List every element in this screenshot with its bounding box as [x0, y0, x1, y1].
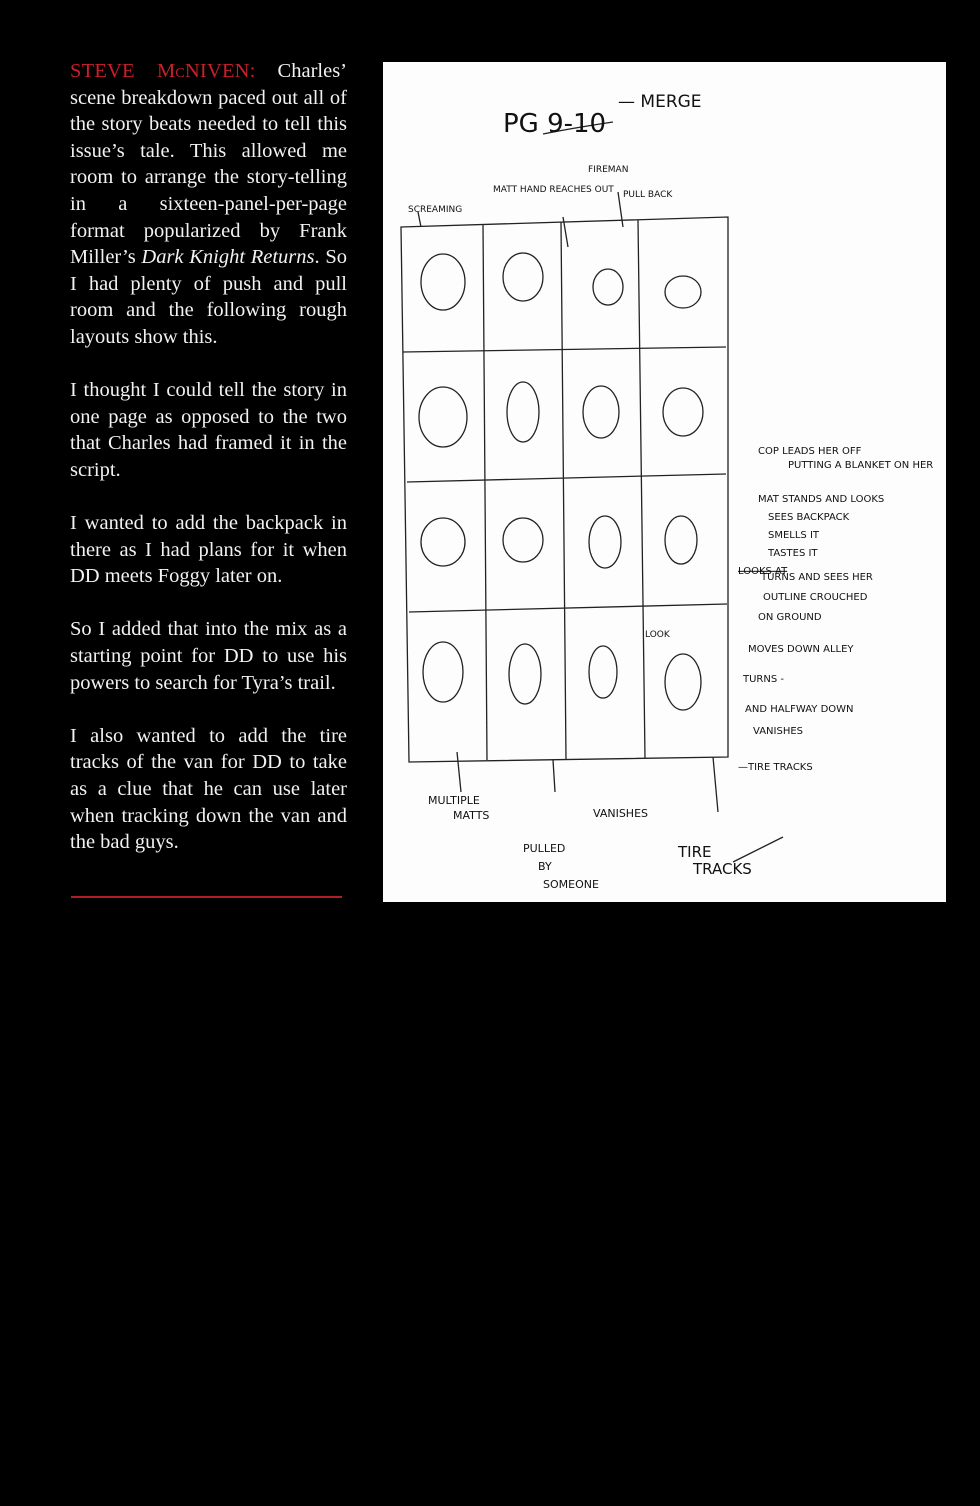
sketch-top-note-3: FIREMAN: [588, 165, 629, 175]
byline: STEVE McNIVEN:: [70, 60, 256, 82]
sketch-bottom-note-3: PULLED: [523, 842, 566, 855]
sketch-side-note-2: PUTTING A BLANKET ON HER: [788, 460, 934, 471]
sketch-side-note-10: ON GROUND: [758, 612, 822, 623]
paragraph-1-lead: Charles’ scene breakdown paced out all of the story beats needed to tell this issue’s tale. This allowed me room to arrange the story-telling in a sixteen-panel-per-page format popularized by Frank Miller’s: [70, 60, 347, 269]
sketch-drawing: [383, 62, 946, 902]
paragraph-5: I also wanted to add the tire tracks of the van for DD to take as a clue that he can use later when tracking down the van and the bad guys.: [70, 724, 347, 854]
sketch-side-note-7: LOOKS AT: [738, 566, 788, 577]
sketch-top-note-2: MATT HAND REACHES OUT: [493, 185, 614, 195]
sketch-bottom-note-8: TRACKS: [693, 860, 752, 878]
sketch-merge-label: — MERGE: [618, 92, 702, 112]
sketch-side-note-5: SMELLS IT: [768, 530, 820, 541]
paragraph-1-tail: . So I had plenty of push and pull room and the following rough layouts show this.: [70, 246, 347, 348]
sketch-side-note-9: OUTLINE CROUCHED: [763, 592, 868, 603]
sketch-side-note-3: MAT STANDS AND LOOKS: [758, 494, 885, 505]
sketch-side-note-12: TURNS -: [743, 674, 784, 685]
sketch-side-note-11: MOVES DOWN ALLEY: [748, 644, 854, 655]
sketch-side-note-1: COP LEADS HER OFF: [758, 446, 862, 457]
article-text-column: [70, 58, 347, 882]
sketch-side-note-14: VANISHES: [753, 726, 804, 737]
book-title: Dark Knight Returns: [141, 246, 315, 269]
sketch-bottom-note-2: MATTS: [453, 809, 490, 822]
paragraph-4: So I added that into the mix as a starting point for DD to use his powers to search for Tyra’s trail.: [70, 618, 347, 694]
sketch-top-note-4: PULL BACK: [623, 190, 673, 200]
sketch-side-note-15: —TIRE TRACKS: [738, 762, 813, 773]
sketch-bottom-note-5: SOMEONE: [543, 878, 599, 891]
sketch-page-label: PG 9-10: [503, 109, 607, 139]
layout-sketch-image: [383, 62, 946, 902]
paragraph-3: I wanted to add the backpack in there as I had plans for it when DD meets Foggy later on.: [70, 512, 347, 588]
section-divider: [71, 896, 342, 898]
sketch-bottom-note-7: TIRE: [678, 843, 712, 861]
sketch-panel-note: LOOK: [645, 630, 670, 640]
sketch-side-note-4: SEES BACKPACK: [768, 512, 850, 523]
sketch-side-note-6: TASTES IT: [768, 548, 818, 559]
sketch-side-note-8: TURNS AND SEES HER: [761, 572, 873, 583]
paragraph-2: I thought I could tell the story in one page as opposed to the two that Charles had framed it in the script.: [70, 379, 347, 481]
sketch-bottom-note-1: MULTIPLE: [428, 794, 480, 807]
sketch-bottom-note-4: BY: [538, 860, 552, 873]
sketch-bottom-note-6: VANISHES: [593, 807, 649, 820]
paragraph-1: [70, 58, 347, 351]
sketch-side-note-13: AND HALFWAY DOWN: [745, 704, 854, 715]
sketch-top-note-1: SCREAMING: [408, 205, 463, 215]
